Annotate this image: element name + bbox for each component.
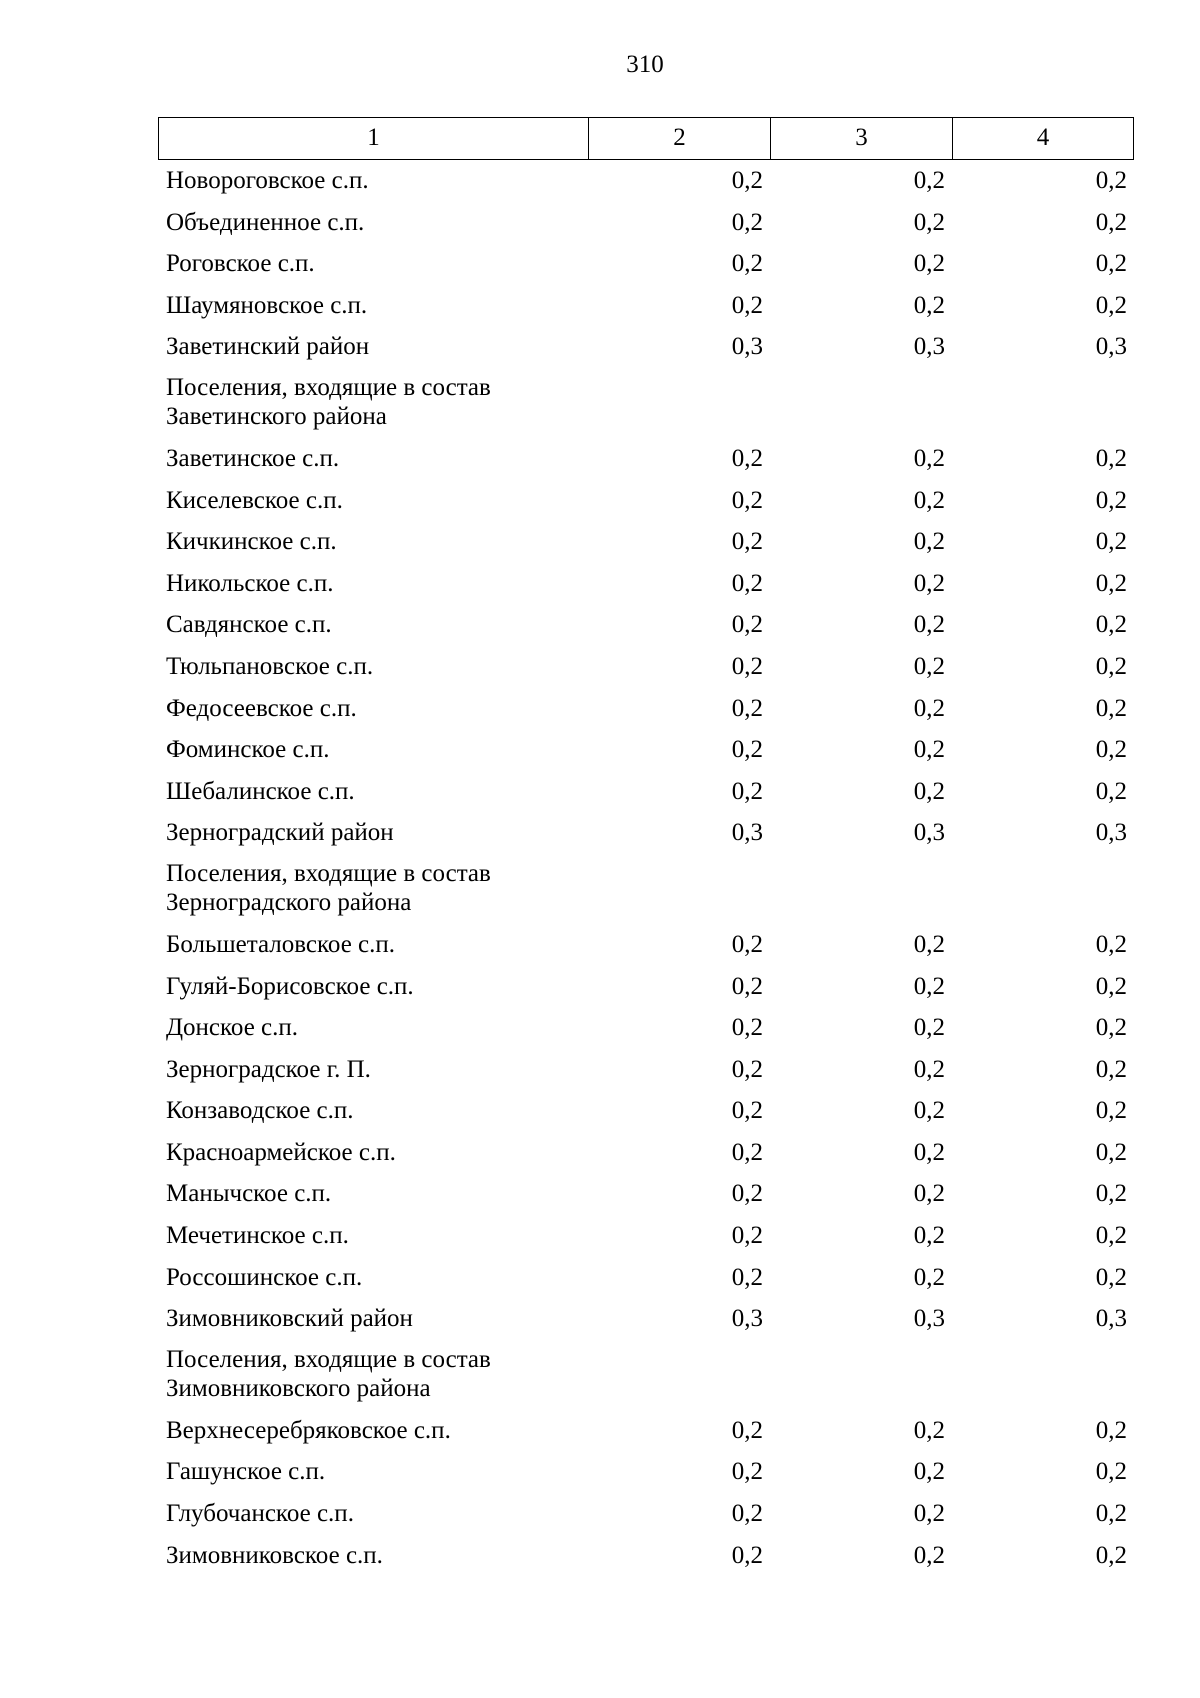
value-col-2: 0,2 <box>731 569 763 597</box>
value-col-4: 0,2 <box>1095 1222 1127 1250</box>
group-heading-row <box>158 854 1134 924</box>
table-row <box>158 1257 1134 1299</box>
value-col-3: 0,2 <box>913 1263 945 1291</box>
settlement-name: Шебалинское с.п. <box>166 777 355 805</box>
settlement-name: Россошинское с.п. <box>166 1263 363 1291</box>
table-body <box>158 160 1134 1576</box>
value-col-4: 0,2 <box>1095 291 1127 319</box>
value-col-3: 0,2 <box>913 930 945 958</box>
value-col-4: 0,2 <box>1095 1014 1127 1042</box>
value-col-3: 0,2 <box>913 1500 945 1528</box>
group-heading-label: Поселения, входящие в состав Зимовниковского района <box>166 1345 491 1402</box>
column-header-4: 4 <box>1036 124 1050 151</box>
value-col-2: 0,2 <box>731 1014 763 1042</box>
settlement-name: Заветинское с.п. <box>166 444 340 472</box>
value-col-2: 0,2 <box>731 1416 763 1444</box>
settlement-name: Гашунское с.п. <box>166 1458 326 1486</box>
table-row <box>158 1410 1134 1452</box>
value-col-4: 0,2 <box>1095 1458 1127 1486</box>
value-col-2: 0,2 <box>731 1055 763 1083</box>
table-row <box>158 812 1134 854</box>
table-row <box>158 1535 1134 1577</box>
settlement-name: Зерноградский район <box>166 819 394 847</box>
table-header <box>158 117 1134 160</box>
settlement-name: Зимовниковское с.п. <box>166 1541 383 1569</box>
table-row <box>158 326 1134 368</box>
table-row <box>158 771 1134 813</box>
value-col-2: 0,2 <box>731 1458 763 1486</box>
settlement-name: Никольское с.п. <box>166 569 334 597</box>
table-row <box>158 1173 1134 1215</box>
value-col-4: 0,2 <box>1095 1097 1127 1125</box>
value-col-3: 0,3 <box>913 333 945 361</box>
value-col-4: 0,2 <box>1095 777 1127 805</box>
settlement-name: Заветинский район <box>166 333 370 361</box>
value-col-2: 0,2 <box>731 1263 763 1291</box>
table-row <box>158 1215 1134 1257</box>
value-col-2: 0,2 <box>731 486 763 514</box>
table-row <box>158 521 1134 563</box>
settlement-name: Верхнесеребряковское с.п. <box>166 1416 451 1444</box>
value-col-3: 0,2 <box>913 1097 945 1125</box>
value-col-4: 0,2 <box>1095 736 1127 764</box>
value-col-3: 0,2 <box>913 486 945 514</box>
group-heading-label: Поселения, входящие в состав Зерноградского района <box>166 859 491 916</box>
value-col-4: 0,2 <box>1095 528 1127 556</box>
value-col-3: 0,2 <box>913 1416 945 1444</box>
value-col-4: 0,2 <box>1095 569 1127 597</box>
settlement-name: Роговское с.п. <box>166 250 315 278</box>
table-row <box>158 243 1134 285</box>
value-col-3: 0,2 <box>913 528 945 556</box>
value-col-2: 0,2 <box>731 1500 763 1528</box>
value-col-4: 0,2 <box>1095 1263 1127 1291</box>
value-col-2: 0,3 <box>731 1305 763 1333</box>
settlement-name: Глубочанское с.п. <box>166 1500 354 1528</box>
table-row <box>158 563 1134 605</box>
table-row <box>158 1132 1134 1174</box>
table-row <box>158 202 1134 244</box>
value-col-4: 0,3 <box>1095 333 1127 361</box>
settlement-name: Киселевское с.п. <box>166 486 343 514</box>
settlement-name: Федосеевское с.п. <box>166 694 357 722</box>
value-col-3: 0,2 <box>913 1222 945 1250</box>
value-col-2: 0,2 <box>731 528 763 556</box>
table-row <box>158 285 1134 327</box>
value-col-3: 0,2 <box>913 694 945 722</box>
settlement-name: Тюльпановское с.п. <box>166 652 374 680</box>
table-row <box>158 1090 1134 1132</box>
value-col-2: 0,2 <box>731 736 763 764</box>
value-col-4: 0,2 <box>1095 486 1127 514</box>
value-col-2: 0,2 <box>731 777 763 805</box>
value-col-4: 0,2 <box>1095 652 1127 680</box>
value-col-2: 0,2 <box>731 250 763 278</box>
settlement-name: Зерноградское г. П. <box>166 1055 371 1083</box>
value-col-4: 0,2 <box>1095 930 1127 958</box>
settlement-name: Мечетинское с.п. <box>166 1222 349 1250</box>
value-col-3: 0,2 <box>913 736 945 764</box>
group-heading-row <box>158 368 1134 438</box>
value-col-4: 0,2 <box>1095 1138 1127 1166</box>
table-row <box>158 438 1134 480</box>
value-col-2: 0,2 <box>731 972 763 1000</box>
column-header-2: 2 <box>589 118 771 159</box>
value-col-4: 0,2 <box>1095 208 1127 236</box>
value-col-4: 0,3 <box>1095 1305 1127 1333</box>
value-col-2: 0,3 <box>731 819 763 847</box>
value-col-2: 0,2 <box>731 1180 763 1208</box>
value-col-3: 0,2 <box>913 1541 945 1569</box>
value-col-3: 0,2 <box>913 208 945 236</box>
value-col-4: 0,2 <box>1095 167 1127 194</box>
settlement-name: Шаумяновское с.п. <box>166 291 368 319</box>
settlement-name: Объединенное с.п. <box>166 208 365 236</box>
table-row <box>158 646 1134 688</box>
table-row <box>158 160 1134 202</box>
column-header-1: 1 <box>159 118 589 159</box>
value-col-3: 0,3 <box>913 1305 945 1333</box>
table-row <box>158 480 1134 522</box>
value-col-3: 0,2 <box>913 250 945 278</box>
table-row <box>158 1451 1134 1493</box>
settlement-name: Зимовниковский район <box>166 1305 413 1333</box>
value-col-2: 0,2 <box>731 1138 763 1166</box>
value-col-3: 0,2 <box>913 611 945 639</box>
value-col-3: 0,2 <box>913 1180 945 1208</box>
group-heading-row <box>158 1340 1134 1410</box>
value-col-4: 0,2 <box>1095 694 1127 722</box>
value-col-4: 0,2 <box>1095 1416 1127 1444</box>
column-header-3: 3 <box>771 118 953 159</box>
value-col-2: 0,2 <box>731 167 763 194</box>
table-row <box>158 688 1134 730</box>
table-row <box>158 924 1134 966</box>
table-row <box>158 1007 1134 1049</box>
table-row <box>158 604 1134 646</box>
value-col-4: 0,2 <box>1095 1055 1127 1083</box>
value-col-4: 0,3 <box>1095 819 1127 847</box>
table-row <box>158 729 1134 771</box>
value-col-2: 0,2 <box>731 611 763 639</box>
table-row <box>158 1298 1134 1340</box>
value-col-2: 0,2 <box>731 1097 763 1125</box>
value-col-2: 0,2 <box>731 444 763 472</box>
table-row <box>158 1493 1134 1535</box>
settlement-name: Новороговское с.п. <box>166 167 369 194</box>
settlement-name: Большеталовское с.п. <box>166 930 396 958</box>
value-col-4: 0,2 <box>1095 1180 1127 1208</box>
settlement-name: Красноармейское с.п. <box>166 1138 396 1166</box>
value-col-3: 0,2 <box>913 972 945 1000</box>
value-col-4: 0,2 <box>1095 1500 1127 1528</box>
value-col-3: 0,2 <box>913 1458 945 1486</box>
value-col-3: 0,2 <box>913 1014 945 1042</box>
value-col-2: 0,2 <box>731 1222 763 1250</box>
value-col-2: 0,2 <box>731 652 763 680</box>
value-col-3: 0,2 <box>913 777 945 805</box>
settlement-name: Донское с.п. <box>166 1014 299 1042</box>
settlement-name: Конзаводское с.п. <box>166 1097 354 1125</box>
value-col-3: 0,2 <box>913 652 945 680</box>
settlement-name: Манычское с.п. <box>166 1180 332 1208</box>
value-col-4: 0,2 <box>1095 1541 1127 1569</box>
settlement-name: Савдянское с.п. <box>166 611 332 639</box>
settlement-name: Гуляй-Борисовское с.п. <box>166 972 414 1000</box>
value-col-2: 0,2 <box>731 291 763 319</box>
page-number: 310 <box>626 51 664 78</box>
table-row <box>158 1049 1134 1091</box>
value-col-3: 0,2 <box>913 1055 945 1083</box>
value-col-2: 0,2 <box>731 694 763 722</box>
value-col-3: 0,2 <box>913 569 945 597</box>
table-row <box>158 966 1134 1008</box>
value-col-2: 0,2 <box>731 930 763 958</box>
value-col-3: 0,2 <box>913 167 945 194</box>
value-col-2: 0,2 <box>731 1541 763 1569</box>
value-col-4: 0,2 <box>1095 250 1127 278</box>
value-col-3: 0,3 <box>913 819 945 847</box>
settlement-name: Фоминское с.п. <box>166 736 330 764</box>
settlement-name: Кичкинское с.п. <box>166 528 337 556</box>
value-col-4: 0,2 <box>1095 611 1127 639</box>
value-col-3: 0,2 <box>913 291 945 319</box>
value-col-2: 0,2 <box>731 208 763 236</box>
group-heading-label: Поселения, входящие в состав Заветинского района <box>166 373 491 430</box>
value-col-4: 0,2 <box>1095 972 1127 1000</box>
value-col-3: 0,2 <box>913 444 945 472</box>
value-col-3: 0,2 <box>913 1138 945 1166</box>
value-col-2: 0,3 <box>731 333 763 361</box>
value-col-4: 0,2 <box>1095 444 1127 472</box>
